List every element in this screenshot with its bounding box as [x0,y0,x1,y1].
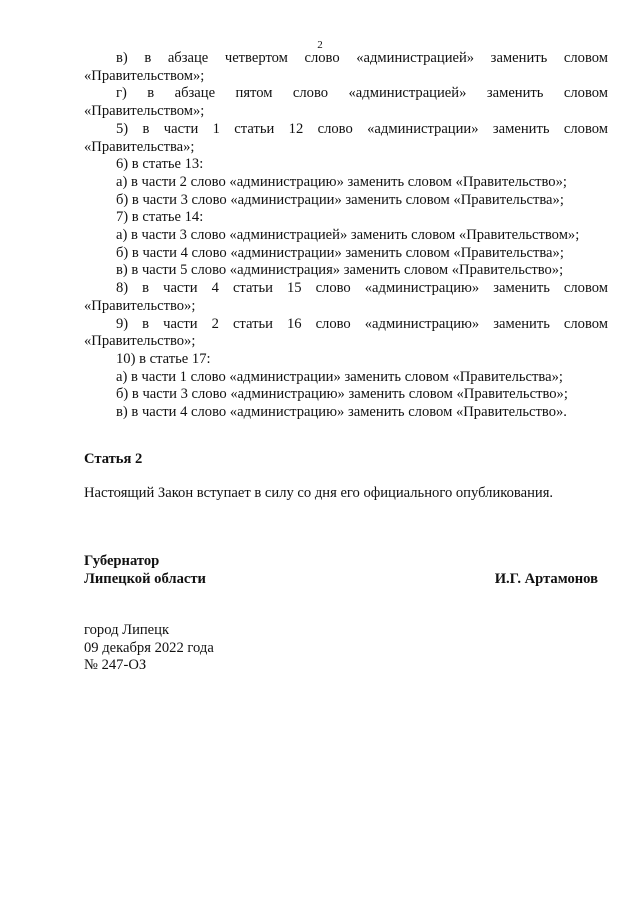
page-number: 2 [317,39,323,51]
paragraph-line: б) в части 4 слово «администрации» заменить словом «Правительства»; [116,244,564,261]
paragraph-line: 7) в статье 14: [116,209,204,226]
paragraph-line: 10) в статье 17: [116,350,211,367]
issue-date: 09 декабря 2022 года [84,639,214,656]
paragraph-line: г) в абзаце пятом слово «администрацией» заменить словом [116,85,608,102]
paragraph-line: 9) в части 2 статьи 16 слово «администрацию» заменить словом [116,315,608,332]
paragraph-line: а) в части 2 слово «администрацию» заменить словом «Правительство»; [116,173,567,190]
paragraph-line: «Правительства»; [84,138,195,155]
paragraph-line: «Правительство»; [84,333,196,350]
paragraph-line: 5) в части 1 статьи 12 слово «администрации» заменить словом [116,120,608,137]
signature-block [84,553,598,588]
paragraph-line: а) в части 1 слово «администрации» заменить словом «Правительства»; [116,368,563,385]
signature-region: Липецкой области [84,570,206,587]
paragraph-line: «Правительством»; [84,67,205,84]
paragraph-line: в) в части 5 слово «администрация» заменить словом «Правительство»; [116,262,564,279]
paragraph-line: б) в части 3 слово «администрации» заменить словом «Правительства»; [116,191,564,208]
paragraph-line: в) в части 4 слово «администрацию» заменить словом «Правительство». [116,404,567,421]
paragraph-line: 8) в части 4 статьи 15 слово «администрацию» заменить словом [116,280,608,297]
paragraph-line: б) в части 3 слово «администрацию» заменить словом «Правительство»; [116,386,568,403]
article-title: Статья 2 [84,451,143,467]
paragraph-line: «Правительство»; [84,297,196,314]
issue-details [84,622,214,675]
paragraph-line: в) в абзаце четвертом слово «администрацией» заменить словом [116,50,608,66]
article-text: Настоящий Закон вступает в силу со дня его официального опубликования. [84,485,554,501]
amendments-list [84,50,608,422]
paragraph-line: «Правительством»; [84,103,205,120]
signature-title: Губернатор [84,553,160,569]
law-number: № 247-ОЗ [84,657,147,673]
issue-city: город Липецк [84,622,170,638]
paragraph-line: 6) в статье 13: [116,156,204,173]
signature-name: И.Г. Артамонов [494,570,598,587]
paragraph-line: а) в части 3 слово «администрацией» заменить словом «Правительством»; [116,227,580,244]
